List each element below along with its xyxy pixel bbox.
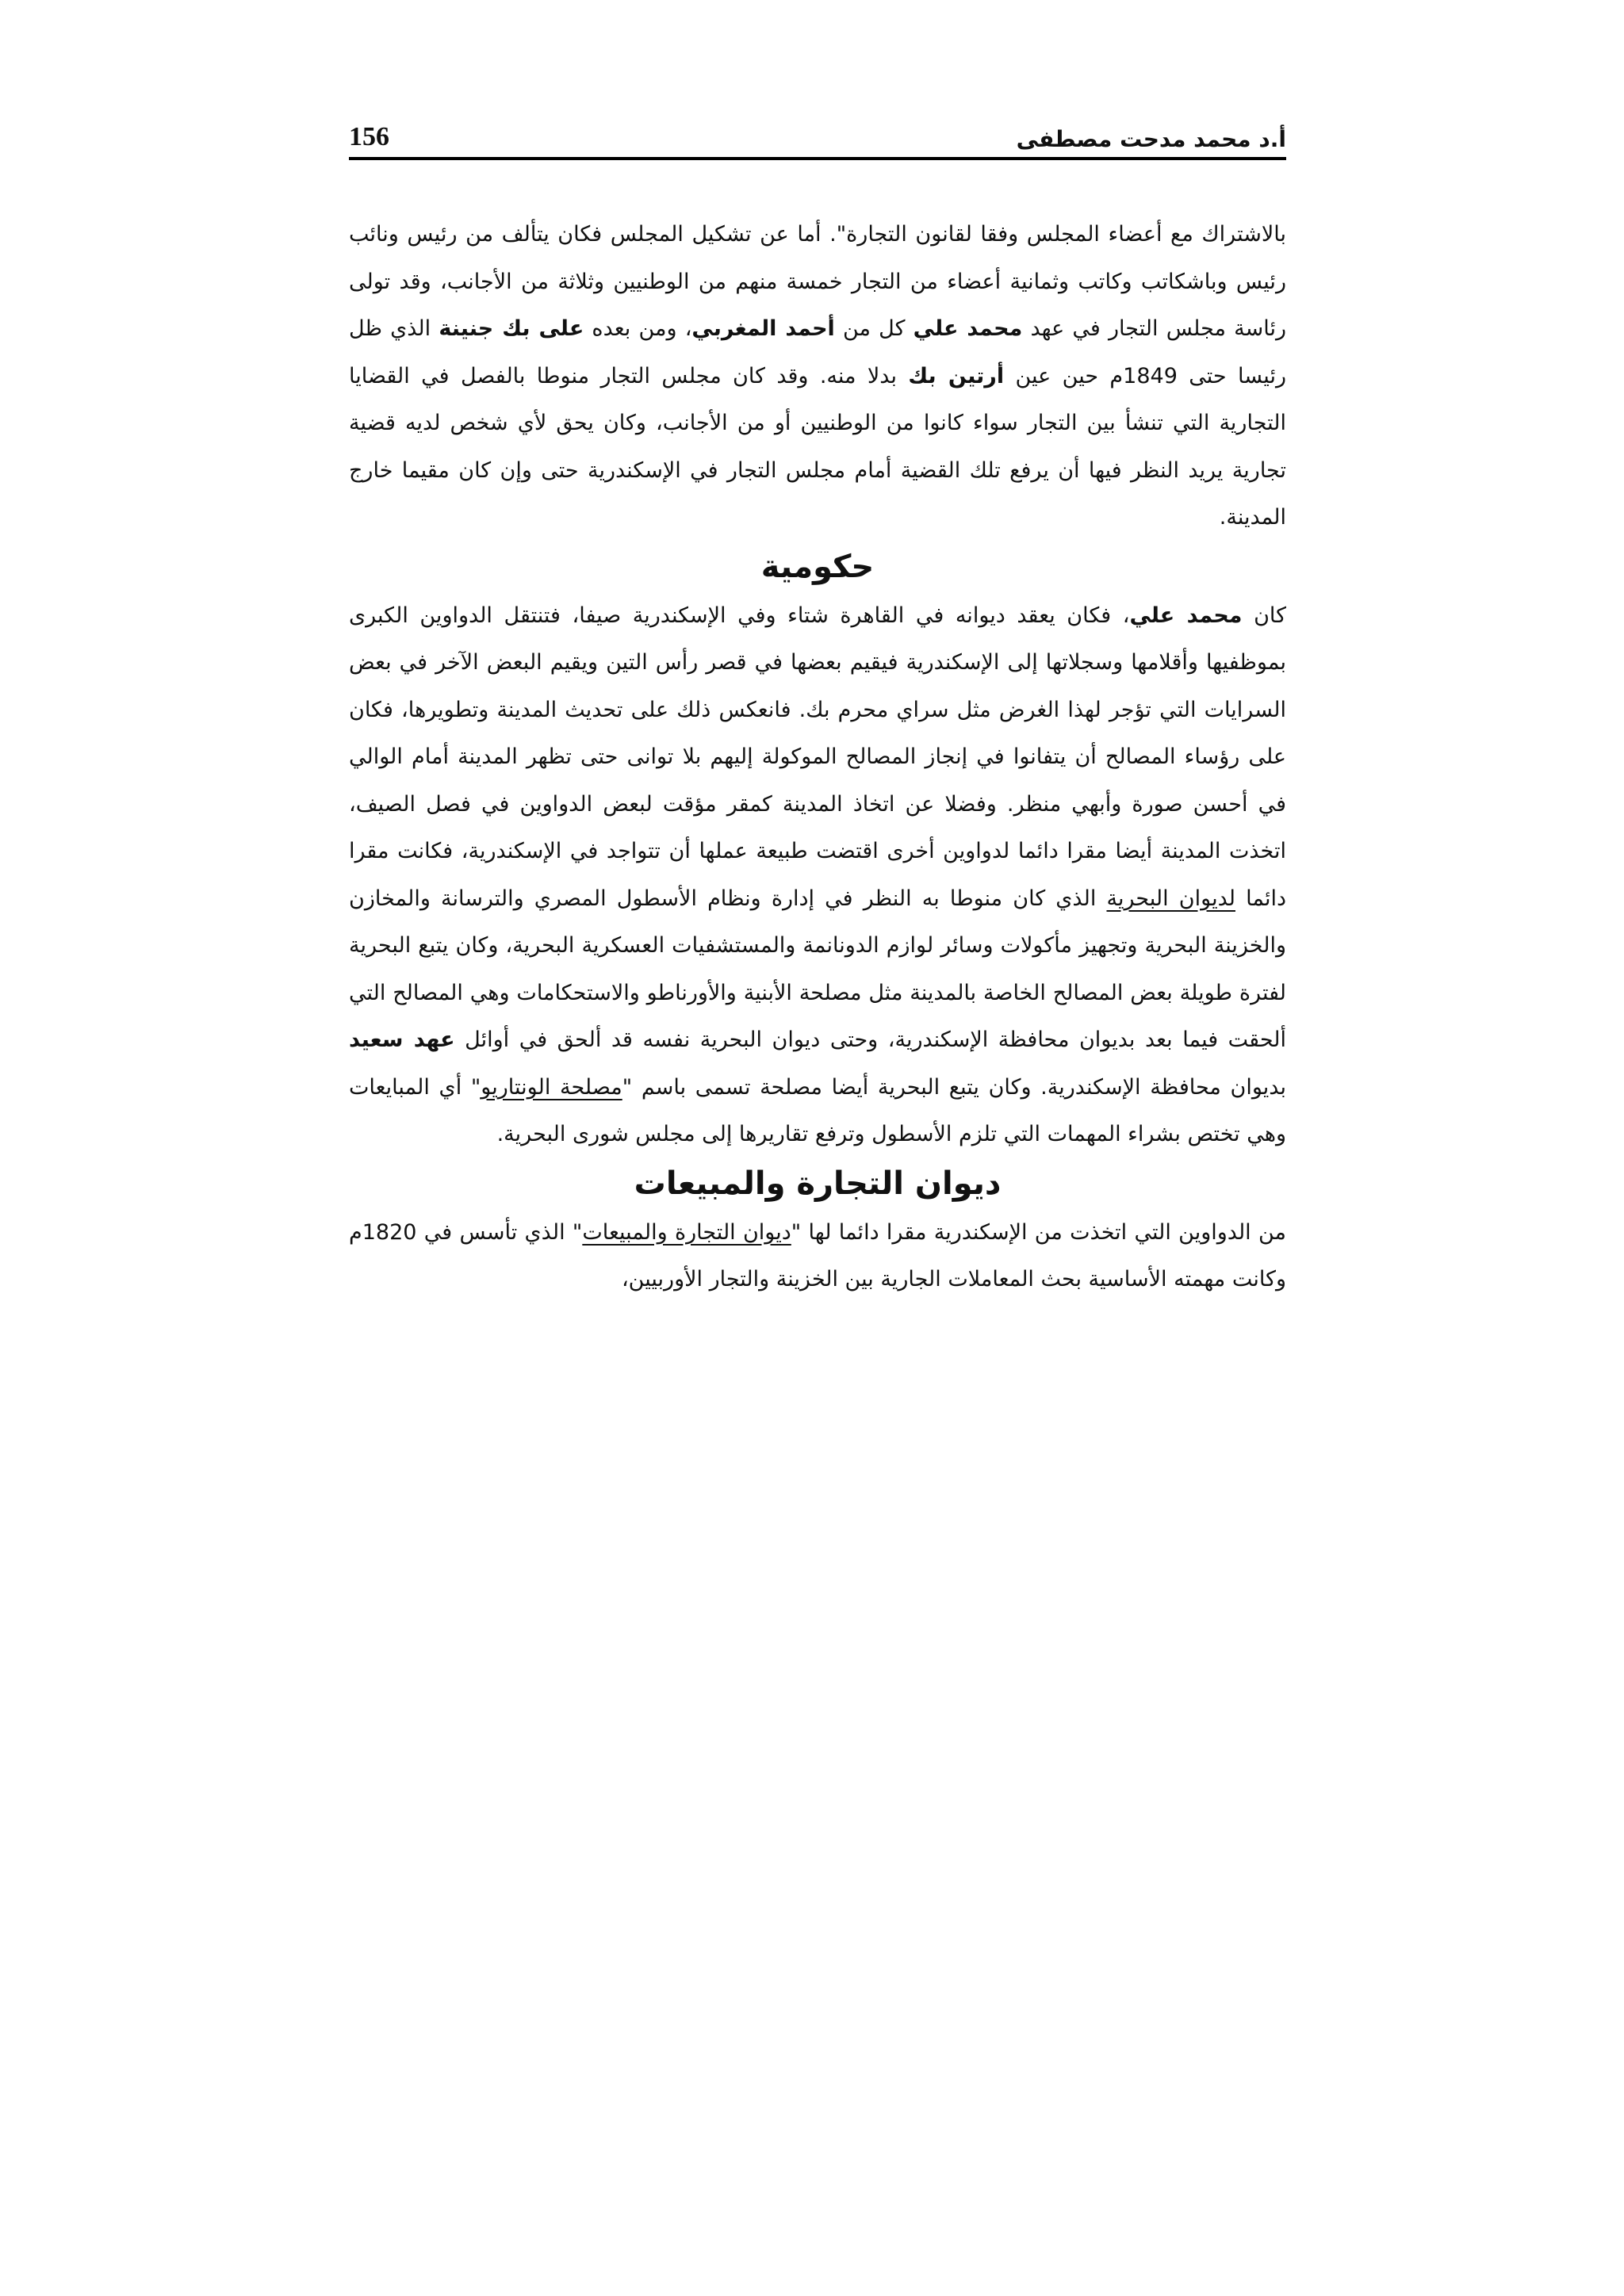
running-head-author: أ.د محمد مدحت مصطفى [1016, 126, 1286, 152]
text-run: بديوان محافظة الإسكندرية. وكان يتبع البحرية أيضا مصلحة تسمى باسم " [622, 1074, 1286, 1100]
underlined-phrase: مصلحة الونتاريو [481, 1074, 622, 1100]
paragraph-trade-office [349, 1209, 1286, 1303]
text-run: ، ومن بعده [584, 316, 692, 341]
text-run: ، فكان يعقد ديوانه في القاهرة شتاء وفي الإسكندرية صيفا، فتنتقل الدواوين الكبرى بموظفيها وأقلامها وسجلاتها إلى الإسكندرية فيقيم بعضها في قصر رأس التين ويقيم البعض الآخر في بعض السرايات التي تؤجر لهذا الغرض مثل سراي محرم بك. فانعكس ذلك على تحديث المدينة وتطويرها، فكان على رؤساء المصالح أن يتفانوا في إنجاز المصالح الموكولة إليهم بلا توانى حتى تظهر المدينة أمام الوالي في أحسن صورة وأبهي منظر. وفضلا عن اتخاذ المدينة كمقر مؤقت لبعض الدواوين في فصل الصيف، اتخذت المدينة أيضا مقرا دائما لدواوين أخرى اقتضت طبيعة عملها أن تتواجد في الإسكندرية، فكانت مقرا دائما [349, 603, 1286, 911]
underlined-phrase: لديوان البحرية [1106, 886, 1235, 911]
page-header [349, 105, 1286, 152]
bold-phrase: على بك جنينة [439, 316, 584, 341]
section-heading-governmental: حكومية [760, 548, 875, 585]
text-run: بدلا منه. وقد كان مجلس التجار منوطا بالفصل في القضايا التجارية التي تنشأ بين التجار سواء كانوا من الوطنيين أو من الأجانب، وكان يحق لأي شخص لديه قضية تجارية يريد النظر فيها أن يرفع تلك القضية أمام مجلس التجار في الإسكندرية حتى وإن كان مقيما خارج المدينة. [349, 363, 1286, 530]
text-run: الذي كان منوطا به النظر في إدارة ونظام الأسطول المصري والترسانة والمخازن والخزينة البحرية وتجهيز مأكولات وسائر لوازم الدونانمة والمستشفيات العسكرية البحرية، وكان يتبع البحرية لفترة طويلة بعض المصالح الخاصة بالمدينة مثل مصلحة الأبنية والأورناطو والاستحكامات وهي المصالح التي ألحقت فيما بعد بديوان محافظة الإسكندرية، وحتى ديوان البحرية نفسه قد ألحق في أوائل [349, 886, 1286, 1052]
text-run: بالاشتراك مع أعضاء المجلس وفقا لقانون التجارة". أما عن تشكيل المجلس فكان يتألف من رئيس ونائب رئيس وباشكاتب وكاتب وثمانية أعضاء من التجار خمسة منهم من الوطنيين وثلاثة من الأجانب، وقد تولى رئاسة مجلس التجار في عهد [349, 222, 1287, 341]
bold-phrase: محمد علي [913, 316, 1023, 341]
underlined-phrase: ديوان التجارة والمبيعات [582, 1219, 791, 1245]
text-run: " أي المبايعات وهي تختص بشراء المهمات التي تلزم الأسطول وترفع تقاريرها إلى مجلس شورى البحرية. [349, 1074, 1286, 1146]
text-run: من الدواوين التي اتخذت من الإسكندرية مقرا دائما لها " [791, 1219, 1287, 1245]
header-rule [349, 157, 1286, 160]
bold-phrase: عهد سعيد [349, 1027, 455, 1052]
page-body [349, 211, 1286, 1303]
text-run: كان [1242, 603, 1286, 628]
section-heading-trade-office: ديوان التجارة والمبيعات [634, 1165, 1002, 1202]
bold-phrase: محمد علي [1129, 603, 1243, 628]
paragraph-merchants-council [349, 211, 1286, 541]
paragraph-governmental-offices [349, 592, 1286, 1158]
page-number: 156 [349, 122, 389, 151]
text-run: كل من [834, 316, 914, 341]
text-run: " الذي تأسس في 1820م وكانت مهمته الأساسية بحث المعاملات الجارية بين الخزينة والتجار الأوربيين، [349, 1219, 1286, 1292]
bold-phrase: أرتين بك [908, 363, 1005, 388]
bold-phrase: أحمد المغربي [691, 316, 835, 341]
text-run: الذي ظل رئيسا حتى 1849م حين عين [349, 316, 1286, 388]
